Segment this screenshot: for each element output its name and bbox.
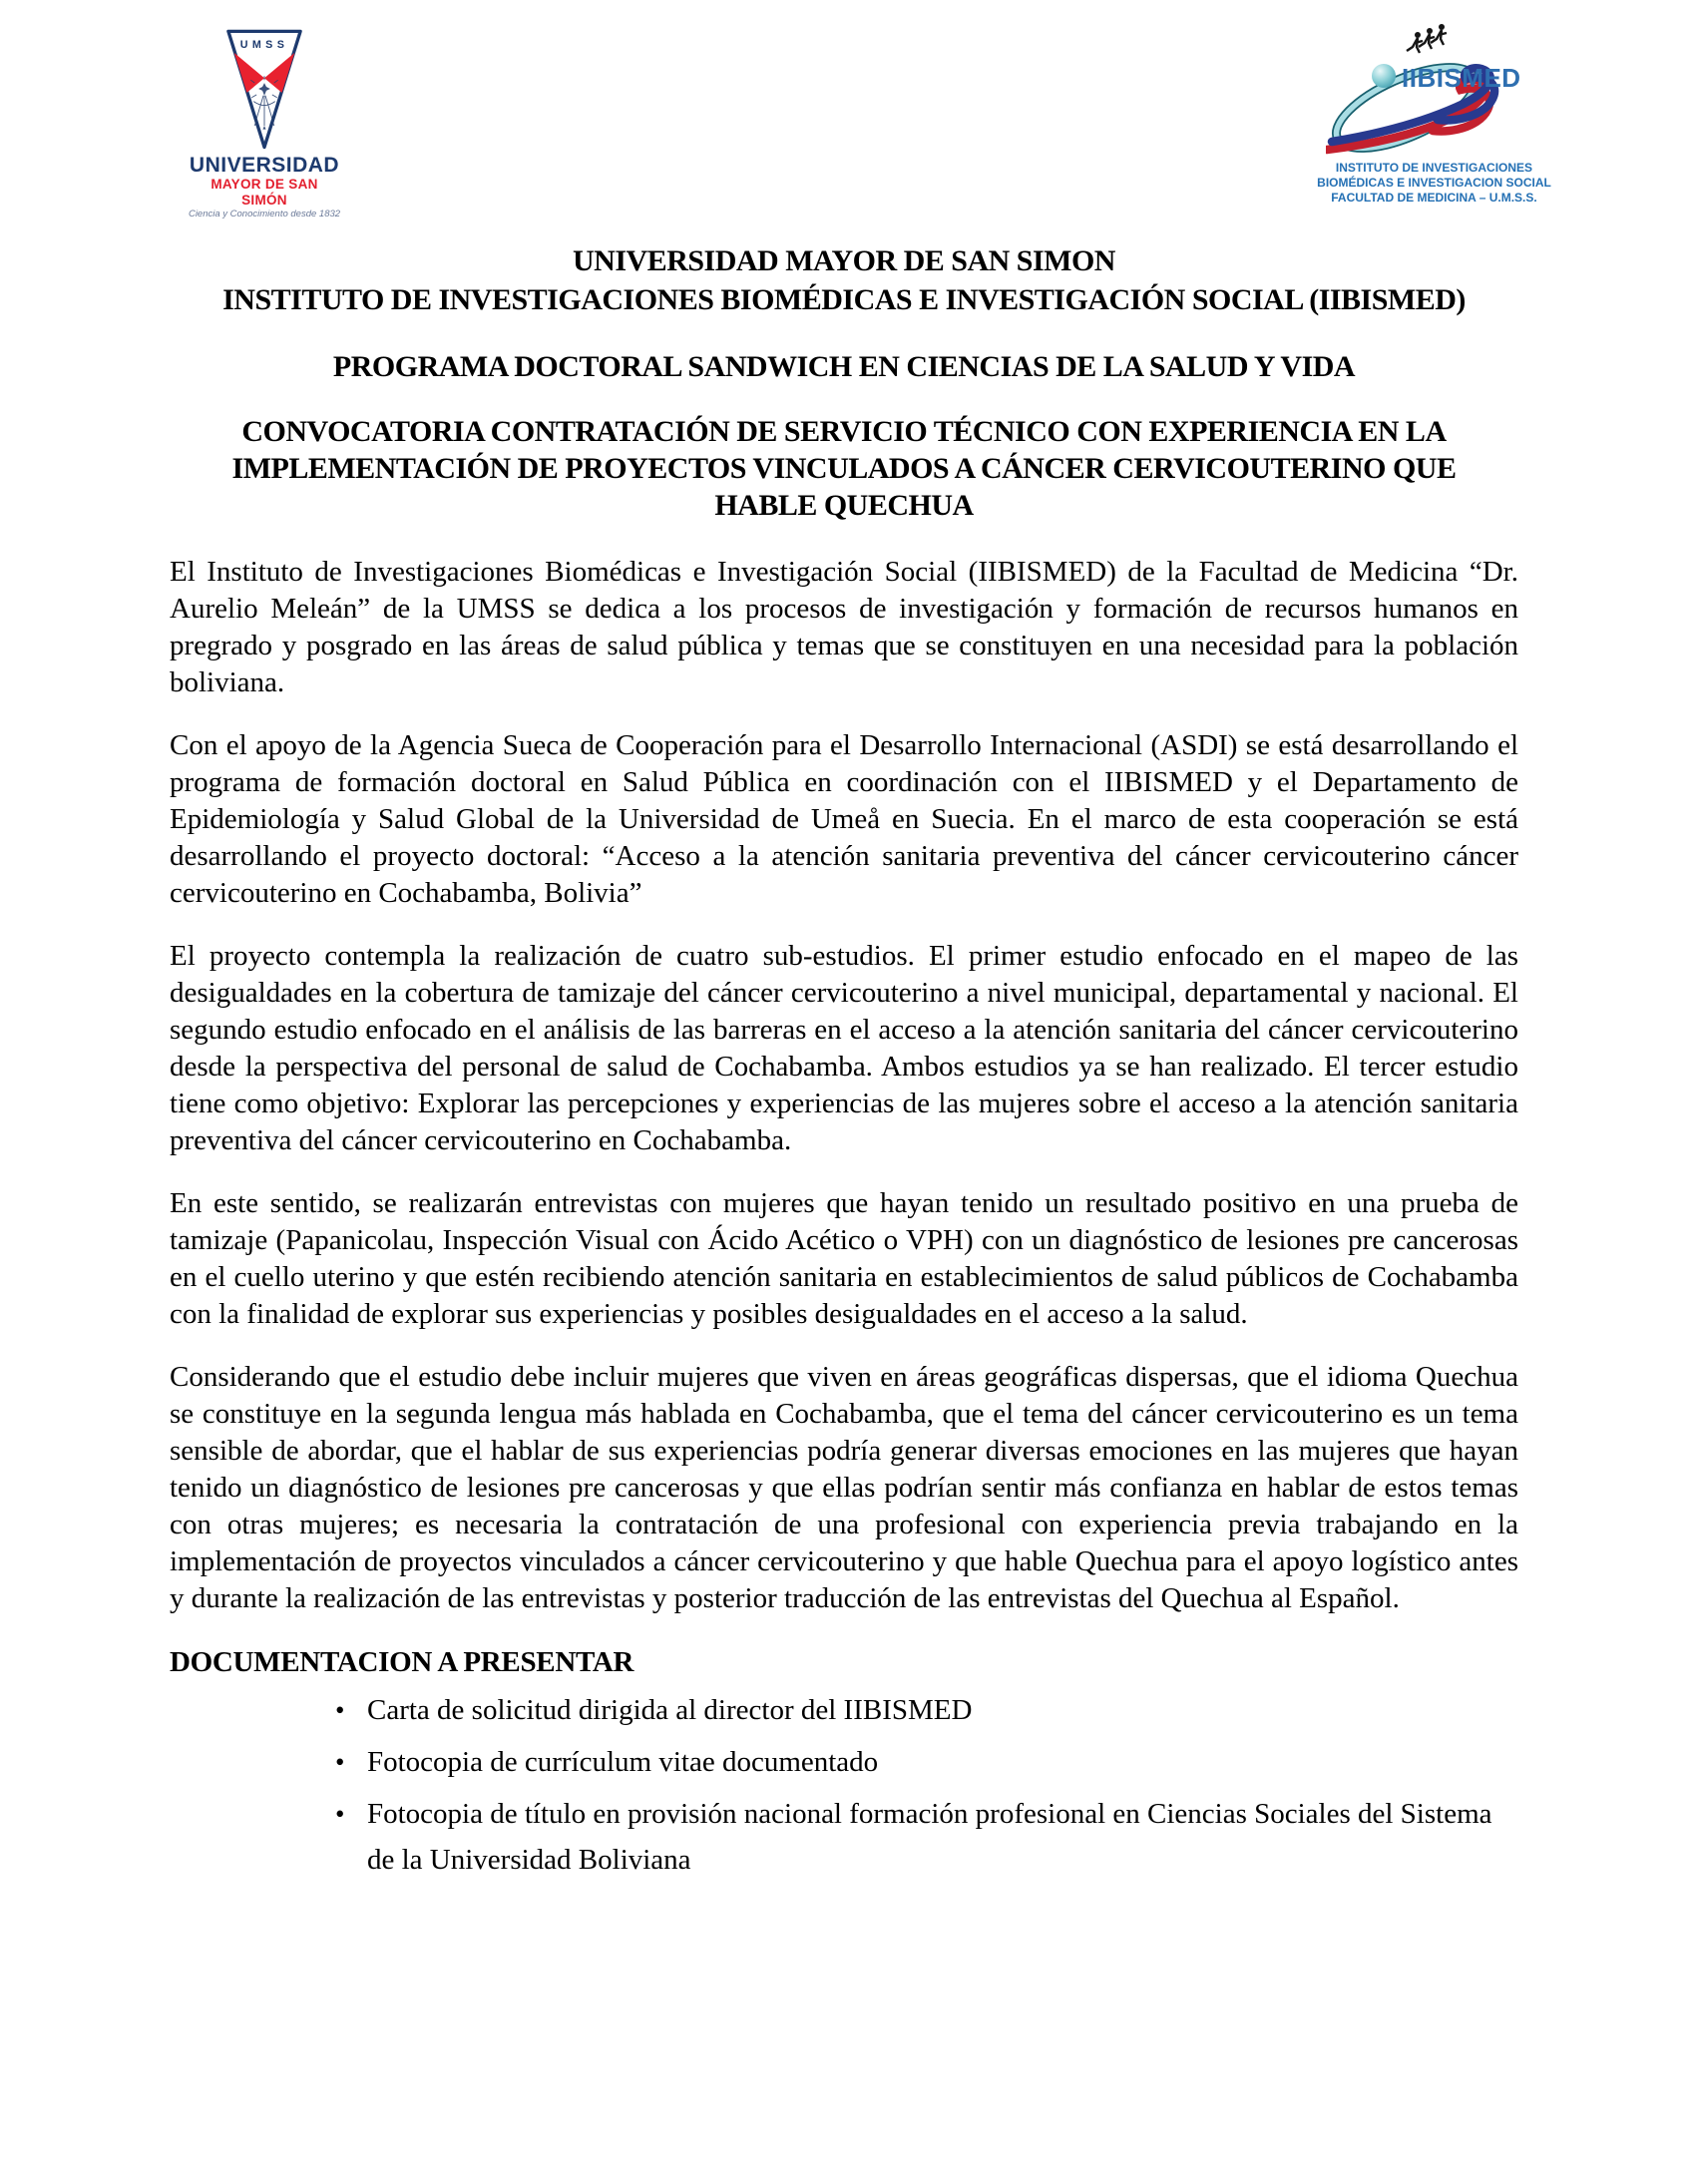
iibismed-acronym: IIBISMED	[1401, 63, 1521, 93]
umss-crest-acronym: UMSS	[239, 38, 289, 51]
umss-crest-icon	[223, 24, 305, 152]
umss-logo-title: UNIVERSIDAD	[189, 154, 340, 177]
documentation-list	[170, 1687, 1518, 1883]
list-item-titulo: • Fotocopia de título en provisión nacional formación profesional en Ciencias Sociales del Sistema de la Universidad Boliviana	[170, 1791, 1518, 1883]
document-content	[170, 241, 1518, 1889]
section-heading-documentacion: DOCUMENTACION A PRESENTAR	[170, 1646, 634, 1678]
umss-logo-subtitle: MAYOR DE SAN SIMÓN	[211, 177, 318, 208]
paragraph-interviews: En este sentido, se realizarán entrevistas con mujeres que hayan tenido un resultado positivo en una prueba de tamizaje (Papanicolau, Inspección Visual con Ácido Acético o VPH) con un diagnóstico de lesiones pre cancerosas en el cuello uterino y que estén recibiendo atención sanitaria en establecimientos de salud públicos de Cochabamba con la finalidad de explorar sus experiencias y posibles desigualdades en el acceso a la salud.	[170, 1187, 1518, 1330]
header-university-line: UNIVERSIDAD MAYOR DE SAN SIMON	[573, 244, 1115, 277]
iibismed-subtitle-line2: BIOMÉDICAS E INVESTIGACION SOCIAL	[1317, 176, 1551, 190]
iibismed-sphere	[1372, 64, 1396, 88]
iibismed-emblem-icon	[1326, 20, 1543, 157]
umss-logo	[188, 24, 341, 220]
list-item-carta: • Carta de solicitud dirigida al director del IIBISMED	[170, 1687, 1518, 1733]
paragraph-intro: El Instituto de Investigaciones Biomédicas e Investigación Social (IIBISMED) de la Facultad de Medicina “Dr. Aurelio Meleán” de la UMSS se dedica a los procesos de investigación y formación de recursos humanos en pregrado y posgrado en las áreas de salud pública y temas que se constituyen en una necesidad para la población boliviana.	[170, 556, 1518, 698]
paragraph-substudies: El proyecto contempla la realización de cuatro sub-estudios. El primer estudio enfocado en el mapeo de las desigualdades en la cobertura de tamizaje del cáncer cervicouterino a nivel municipal, departamental y nacional. El segundo estudio enfocado en el análisis de las barreras en el acceso a la atención sanitaria del cáncer cervicouterino desde la perspectiva del personal de salud de Cochabamba. Ambos estudios ya se han realizado. El tercer estudio tiene como objetivo: Explorar las percepciones y experiencias de las mujeres sobre el acceso a la atención sanitaria preventiva del cáncer cervicouterino en Cochabamba.	[170, 940, 1518, 1156]
iibismed-subtitle-line3: FACULTAD DE MEDICINA – U.M.S.S.	[1331, 191, 1537, 205]
iibismed-runners-icon	[1407, 24, 1447, 53]
convocatoria-title-line2: IMPLEMENTACIÓN DE PROYECTOS VINCULADOS A CÁNCER CERVICOUTERINO QUE	[231, 452, 1457, 485]
header-program-line: PROGRAMA DOCTORAL SANDWICH EN CIENCIAS DE LA SALUD Y VIDA	[332, 350, 1356, 383]
convocatoria-title-line3: HABLE QUECHUA	[714, 489, 974, 522]
convocatoria-title-line1: CONVOCATORIA CONTRATACIÓN DE SERVICIO TÉCNICO CON EXPERIENCIA EN LA	[241, 415, 1447, 448]
header-institute-line: INSTITUTO DE INVESTIGACIONES BIOMÉDICAS E INVESTIGACIÓN SOCIAL (IIBISMED)	[222, 283, 1466, 316]
paragraph-cooperation: Con el apoyo de la Agencia Sueca de Cooperación para el Desarrollo Internacional (ASDI) se está desarrollando el programa de formación doctoral en Salud Pública en coordinación con el IIBISMED y el Departamento de Epidemiología y Salud Global de la Universidad de Umeå en Suecia. En el marco de esta cooperación se está desarrollando el proyecto doctoral: “Acceso a la atención sanitaria preventiva del cáncer cervicouterino cáncer cervicouterino en Cochabamba, Bolivia”	[170, 729, 1518, 909]
iibismed-logo	[1312, 20, 1556, 206]
list-item-curriculum: • Fotocopia de currículum vitae documentado	[170, 1739, 1518, 1785]
paragraph-justification: Considerando que el estudio debe incluir mujeres que viven en áreas geográficas dispersas, que el idioma Quechua se constituye en la segunda lengua más hablada en Cochabamba, que el tema del cáncer cervicouterino es un tema sensible de abordar, que el hablar de sus experiencias podría generar diversas emociones en las mujeres que hayan tenido un diagnóstico de lesiones pre cancerosas y que ellas podrían sentir más confianza en hablar de estos temas con otras mujeres; es necesaria la contratación de una profesional con experiencia previa trabajando en la implementación de proyectos vinculados a cáncer cervicouterino y que hable Quechua para el apoyo logístico antes y durante la realización de las entrevistas y posterior traducción de las entrevistas del Quechua al Español.	[170, 1361, 1518, 1614]
iibismed-subtitle-line1: INSTITUTO DE INVESTIGACIONES	[1335, 161, 1533, 175]
convocatoria-title	[170, 413, 1518, 524]
umss-logo-tagline: Ciencia y Conocimiento desde 1832	[188, 209, 341, 219]
